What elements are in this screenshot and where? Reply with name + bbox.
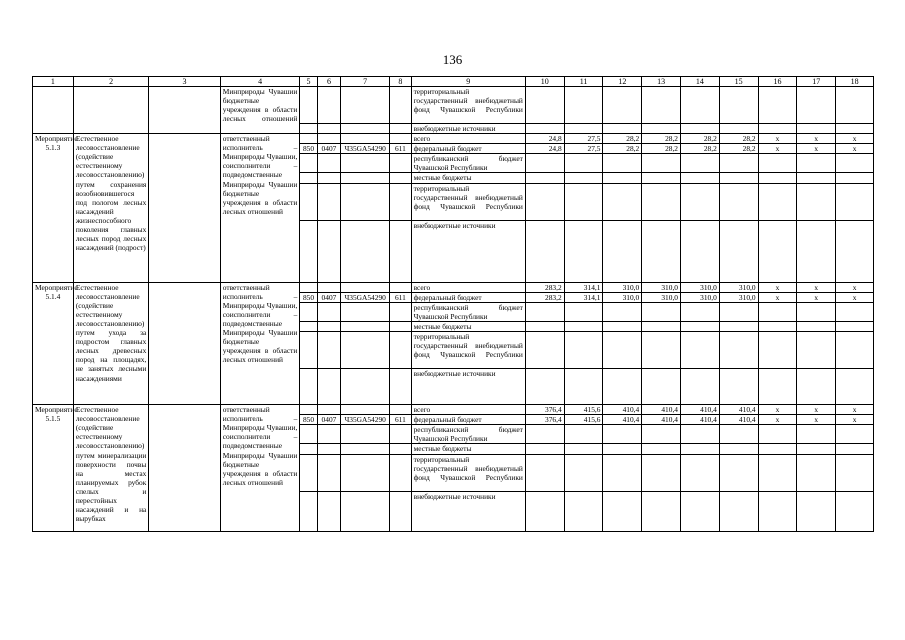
funding-source: местные бюджеты — [411, 444, 525, 454]
table-cell — [341, 369, 390, 405]
table-cell — [719, 369, 758, 405]
table-cell — [797, 444, 836, 454]
carry-executor: Минприроды Чувашии бюджетные учреждения в области лесных отношений — [220, 87, 300, 134]
amount-cell: 28,2 — [642, 134, 681, 144]
table-cell — [390, 173, 411, 183]
table-cell — [390, 302, 411, 321]
table-cell — [681, 220, 720, 282]
table-cell — [317, 444, 340, 454]
table-cell — [341, 491, 390, 531]
table-cell — [758, 454, 797, 491]
table-cell — [300, 369, 317, 405]
table-cell — [642, 183, 681, 220]
funding-source: федеральный бюджет — [411, 292, 525, 302]
table-cell — [797, 369, 836, 405]
amount-cell: x — [758, 405, 797, 415]
amount-cell: 410,4 — [681, 415, 720, 425]
table-cell — [317, 220, 340, 282]
col-header: 16 — [758, 77, 797, 87]
table-cell — [564, 332, 603, 369]
table-cell — [719, 454, 758, 491]
table-cell — [719, 444, 758, 454]
col-header: 8 — [390, 77, 411, 87]
table-cell — [341, 173, 390, 183]
table-cell — [564, 302, 603, 321]
table-cell — [564, 154, 603, 173]
table-cell — [564, 454, 603, 491]
amount-cell: 283,2 — [525, 282, 564, 292]
rzpr-code: 0407 — [317, 144, 340, 154]
table-cell — [300, 491, 317, 531]
table-cell — [317, 405, 340, 415]
table-cell — [564, 173, 603, 183]
table-cell — [681, 173, 720, 183]
table-cell — [642, 491, 681, 531]
amount-cell: x — [836, 144, 874, 154]
table-cell — [758, 369, 797, 405]
table-cell — [797, 302, 836, 321]
amount-cell: x — [758, 134, 797, 144]
rzpr-code: 0407 — [317, 415, 340, 425]
funding-source: местные бюджеты — [411, 321, 525, 331]
funding-source: внебюджетные источники — [411, 491, 525, 531]
col-header: 17 — [797, 77, 836, 87]
col-header: 7 — [341, 77, 390, 87]
table-cell — [836, 154, 874, 173]
amount-cell: 310,0 — [719, 282, 758, 292]
table-cell — [317, 183, 340, 220]
table-cell — [797, 173, 836, 183]
table-cell — [758, 173, 797, 183]
table-cell — [836, 444, 874, 454]
funding-source: республиканский бюджет Чувашской Республики — [411, 425, 525, 444]
vr-code: 611 — [390, 292, 411, 302]
table-cell — [300, 282, 317, 292]
table-cell — [642, 444, 681, 454]
table-cell — [300, 134, 317, 144]
table-cell — [317, 332, 340, 369]
table-cell — [300, 154, 317, 173]
amount-cell: 310,0 — [603, 282, 642, 292]
event-name: Естественное лесовосстановление (содействие естественному лесовосстановлению) путем сохранения возобновившегося под пологом лесных насаждений жизнеспособного поколения главных лесных пород лесных насаждений (подрост) — [73, 134, 149, 282]
table-cell — [390, 134, 411, 144]
table-cell — [681, 321, 720, 331]
table-cell — [836, 369, 874, 405]
amount-cell: 314,1 — [564, 282, 603, 292]
table-cell — [390, 183, 411, 220]
amount-cell: 283,2 — [525, 292, 564, 302]
amount-cell: x — [836, 405, 874, 415]
event-id: Мероприятие 5.1.3 — [33, 134, 74, 282]
table-cell — [719, 173, 758, 183]
table-cell — [719, 321, 758, 331]
table-cell — [603, 444, 642, 454]
table-cell — [681, 183, 720, 220]
event-name: Естественное лесовосстановление (содействие естественному лесовосстановлению) путем ухода за подростом главных лесных древесных пород на площадях, не занятых лесными насаждениями — [73, 282, 149, 404]
table-cell — [719, 154, 758, 173]
amount-cell: 28,2 — [719, 134, 758, 144]
table-cell — [317, 321, 340, 331]
table-cell — [719, 183, 758, 220]
amount-cell: 27,5 — [564, 134, 603, 144]
event-id: Мероприятие 5.1.5 — [33, 405, 74, 531]
funding-source: внебюджетные источники — [411, 369, 525, 405]
amount-cell: 410,4 — [719, 405, 758, 415]
table-cell — [642, 173, 681, 183]
amount-cell: 28,2 — [642, 144, 681, 154]
table-cell — [642, 369, 681, 405]
event-name: Естественное лесовосстановление (содействие естественному лесовосстановлению) путем минерализации поверхности почвы на местах планируемых рубок спелых и перестойных насаждений и на вырубках — [73, 405, 149, 531]
table-cell — [797, 321, 836, 331]
amount-cell: 314,1 — [564, 292, 603, 302]
table-cell — [797, 491, 836, 531]
funding-source: республиканский бюджет Чувашской Республики — [411, 154, 525, 173]
table-cell — [525, 154, 564, 173]
table-cell — [642, 154, 681, 173]
col-header: 2 — [73, 77, 149, 87]
table-cell — [719, 302, 758, 321]
table-cell — [603, 321, 642, 331]
table-cell — [681, 154, 720, 173]
table-cell — [317, 369, 340, 405]
carry-source-territorial: территориальный государственный внебюджетный фонд Чувашской Республики — [411, 87, 525, 124]
table-cell — [836, 332, 874, 369]
table-cell — [341, 405, 390, 415]
table-cell — [603, 425, 642, 444]
amount-cell: x — [836, 415, 874, 425]
table-cell — [564, 220, 603, 282]
table-cell — [300, 332, 317, 369]
table-cell — [390, 332, 411, 369]
csr-code: Ч35GA54290 — [341, 292, 390, 302]
col-header: 6 — [317, 77, 340, 87]
amount-cell: x — [758, 292, 797, 302]
table-cell — [341, 425, 390, 444]
table-cell — [390, 369, 411, 405]
table-cell — [681, 425, 720, 444]
funding-source: всего — [411, 134, 525, 144]
table-cell — [642, 332, 681, 369]
table-cell — [642, 220, 681, 282]
budget-table — [32, 76, 874, 532]
csr-code: Ч35GA54290 — [341, 144, 390, 154]
table-cell — [300, 405, 317, 415]
table-cell — [341, 332, 390, 369]
funding-source: местные бюджеты — [411, 173, 525, 183]
col-header: 12 — [603, 77, 642, 87]
table-cell — [390, 282, 411, 292]
table-cell — [797, 183, 836, 220]
table-row — [33, 134, 874, 144]
table-cell — [341, 154, 390, 173]
funding-source: внебюджетные источники — [411, 220, 525, 282]
table-cell — [300, 220, 317, 282]
carry-row — [33, 87, 874, 124]
table-cell — [836, 321, 874, 331]
amount-cell: x — [758, 144, 797, 154]
table-cell — [836, 220, 874, 282]
table-cell — [149, 405, 220, 531]
event-id: Мероприятие 5.1.4 — [33, 282, 74, 404]
carry-source-extra: внебюджетные источники — [411, 124, 525, 134]
table-cell — [317, 302, 340, 321]
table-cell — [758, 425, 797, 444]
table-cell — [300, 454, 317, 491]
amount-cell: 410,4 — [719, 415, 758, 425]
amount-cell: 410,4 — [642, 405, 681, 415]
amount-cell: x — [797, 292, 836, 302]
table-cell — [758, 154, 797, 173]
table-cell — [564, 444, 603, 454]
table-cell — [341, 444, 390, 454]
table-cell — [758, 220, 797, 282]
amount-cell: x — [797, 415, 836, 425]
table-cell — [390, 405, 411, 415]
amount-cell: 410,4 — [681, 405, 720, 415]
amount-cell: 27,5 — [564, 144, 603, 154]
table-cell — [300, 302, 317, 321]
table-cell — [341, 220, 390, 282]
funding-source: территориальный государственный внебюджетный фонд Чувашской Республики — [411, 454, 525, 491]
table-cell — [525, 425, 564, 444]
table-cell — [564, 369, 603, 405]
vr-code: 611 — [390, 144, 411, 154]
table-cell — [300, 321, 317, 331]
table-cell — [836, 183, 874, 220]
table-cell — [300, 173, 317, 183]
funding-source: всего — [411, 282, 525, 292]
amount-cell: 376,4 — [525, 405, 564, 415]
table-cell — [525, 220, 564, 282]
table-cell — [390, 220, 411, 282]
grbs-code: 850 — [300, 144, 317, 154]
table-cell — [681, 302, 720, 321]
table-cell — [564, 425, 603, 444]
table-row — [33, 282, 874, 292]
table-cell — [758, 183, 797, 220]
grbs-code: 850 — [300, 292, 317, 302]
table-cell — [603, 369, 642, 405]
amount-cell: x — [758, 282, 797, 292]
table-cell — [525, 369, 564, 405]
table-cell — [341, 134, 390, 144]
table-cell — [681, 332, 720, 369]
event-executor: ответственный исполнитель – Минприроды Чувашии, соисполнители – подведомственные Минприроды Чувашии бюджетные учреждения в области лесных отношений — [220, 134, 300, 282]
amount-cell: 28,2 — [681, 144, 720, 154]
table-cell — [642, 321, 681, 331]
header-row — [33, 77, 874, 87]
table-cell — [797, 332, 836, 369]
amount-cell: 410,4 — [642, 415, 681, 425]
amount-cell: 310,0 — [681, 292, 720, 302]
amount-cell: 310,0 — [681, 282, 720, 292]
funding-source: федеральный бюджет — [411, 144, 525, 154]
table-cell — [681, 369, 720, 405]
table-cell — [317, 134, 340, 144]
col-header: 10 — [525, 77, 564, 87]
table-cell — [758, 491, 797, 531]
amount-cell: 310,0 — [642, 282, 681, 292]
vr-code: 611 — [390, 415, 411, 425]
table-cell — [758, 302, 797, 321]
table-cell — [681, 454, 720, 491]
table-cell — [836, 302, 874, 321]
table-cell — [681, 491, 720, 531]
carry-cell — [73, 87, 149, 134]
col-header: 13 — [642, 77, 681, 87]
table-cell — [341, 302, 390, 321]
amount-cell: x — [797, 282, 836, 292]
table-cell — [525, 454, 564, 491]
amount-cell: x — [836, 282, 874, 292]
funding-source: федеральный бюджет — [411, 415, 525, 425]
table-cell — [525, 444, 564, 454]
table-cell — [681, 444, 720, 454]
amount-cell: x — [758, 415, 797, 425]
amount-cell: x — [836, 292, 874, 302]
col-header: 15 — [719, 77, 758, 87]
amount-cell: 24,8 — [525, 144, 564, 154]
amount-cell: 410,4 — [603, 405, 642, 415]
table-cell — [797, 220, 836, 282]
amount-cell: x — [797, 405, 836, 415]
table-cell — [317, 282, 340, 292]
col-header: 14 — [681, 77, 720, 87]
amount-cell: 28,2 — [603, 144, 642, 154]
amount-cell: x — [797, 144, 836, 154]
table-cell — [564, 183, 603, 220]
table-cell — [836, 173, 874, 183]
col-header: 5 — [300, 77, 317, 87]
table-cell — [525, 321, 564, 331]
table-cell — [836, 425, 874, 444]
table-cell — [317, 454, 340, 491]
amount-cell: 410,4 — [603, 415, 642, 425]
table-cell — [300, 425, 317, 444]
table-cell — [758, 332, 797, 369]
table-cell — [603, 302, 642, 321]
table-cell — [603, 183, 642, 220]
table-cell — [525, 183, 564, 220]
amount-cell: 415,6 — [564, 415, 603, 425]
table-cell — [300, 183, 317, 220]
csr-code: Ч35GA54290 — [341, 415, 390, 425]
table-cell — [390, 425, 411, 444]
table-cell — [564, 491, 603, 531]
table-cell — [390, 491, 411, 531]
table-cell — [836, 491, 874, 531]
table-cell — [390, 154, 411, 173]
table-row — [33, 405, 874, 415]
table-cell — [341, 183, 390, 220]
table-cell — [341, 454, 390, 491]
table-cell — [390, 454, 411, 491]
col-header: 4 — [220, 77, 300, 87]
table-cell — [317, 173, 340, 183]
col-header: 1 — [33, 77, 74, 87]
amount-cell: 28,2 — [603, 134, 642, 144]
amount-cell: x — [836, 134, 874, 144]
table-cell — [603, 332, 642, 369]
table-cell — [149, 134, 220, 282]
event-executor: ответственный исполнитель – Минприроды Чувашии, соисполнители – подведомственные Минприроды Чувашии бюджетные учреждения в области лесных отношений — [220, 405, 300, 531]
table-cell — [390, 321, 411, 331]
table-cell — [317, 491, 340, 531]
table-cell — [317, 154, 340, 173]
funding-source: республиканский бюджет Чувашской Республики — [411, 302, 525, 321]
table-cell — [149, 282, 220, 404]
amount-cell: 24,8 — [525, 134, 564, 144]
amount-cell: 310,0 — [642, 292, 681, 302]
table-cell — [642, 425, 681, 444]
event-executor: ответственный исполнитель – Минприроды Чувашии, соисполнители – подведомственные Минприроды Чувашии бюджетные учреждения в области лесных отношений — [220, 282, 300, 404]
amount-cell: 28,2 — [719, 144, 758, 154]
page-number: 136 — [442, 52, 463, 67]
table-cell — [719, 220, 758, 282]
col-header: 3 — [149, 77, 220, 87]
funding-source: территориальный государственный внебюджетный фонд Чувашской Республики — [411, 183, 525, 220]
carry-cell — [149, 87, 220, 134]
table-cell — [300, 444, 317, 454]
col-header: 9 — [411, 77, 525, 87]
amount-cell: 310,0 — [719, 292, 758, 302]
table-cell — [317, 425, 340, 444]
table-cell — [525, 173, 564, 183]
table-cell — [603, 154, 642, 173]
table-cell — [525, 302, 564, 321]
col-header: 11 — [564, 77, 603, 87]
table-cell — [390, 444, 411, 454]
table-cell — [797, 154, 836, 173]
table-cell — [642, 454, 681, 491]
table-cell — [603, 220, 642, 282]
table-cell — [341, 282, 390, 292]
table-cell — [797, 454, 836, 491]
table-cell — [603, 454, 642, 491]
table-cell — [603, 173, 642, 183]
amount-cell: 415,6 — [564, 405, 603, 415]
table-cell — [341, 321, 390, 331]
table-cell — [564, 321, 603, 331]
amount-cell: 28,2 — [681, 134, 720, 144]
grbs-code: 850 — [300, 415, 317, 425]
funding-source: территориальный государственный внебюджетный фонд Чувашской Республики — [411, 332, 525, 369]
table-cell — [603, 491, 642, 531]
table-cell — [719, 425, 758, 444]
table-cell — [525, 491, 564, 531]
table-cell — [797, 425, 836, 444]
amount-cell: 376,4 — [525, 415, 564, 425]
table-cell — [642, 302, 681, 321]
table-cell — [525, 332, 564, 369]
rzpr-code: 0407 — [317, 292, 340, 302]
amount-cell: x — [797, 134, 836, 144]
carry-cell — [33, 87, 74, 134]
table-cell — [758, 444, 797, 454]
table-cell — [758, 321, 797, 331]
funding-source: всего — [411, 405, 525, 415]
table-cell — [836, 454, 874, 491]
table-cell — [719, 332, 758, 369]
col-header: 18 — [836, 77, 874, 87]
amount-cell: 310,0 — [603, 292, 642, 302]
table-cell — [719, 491, 758, 531]
